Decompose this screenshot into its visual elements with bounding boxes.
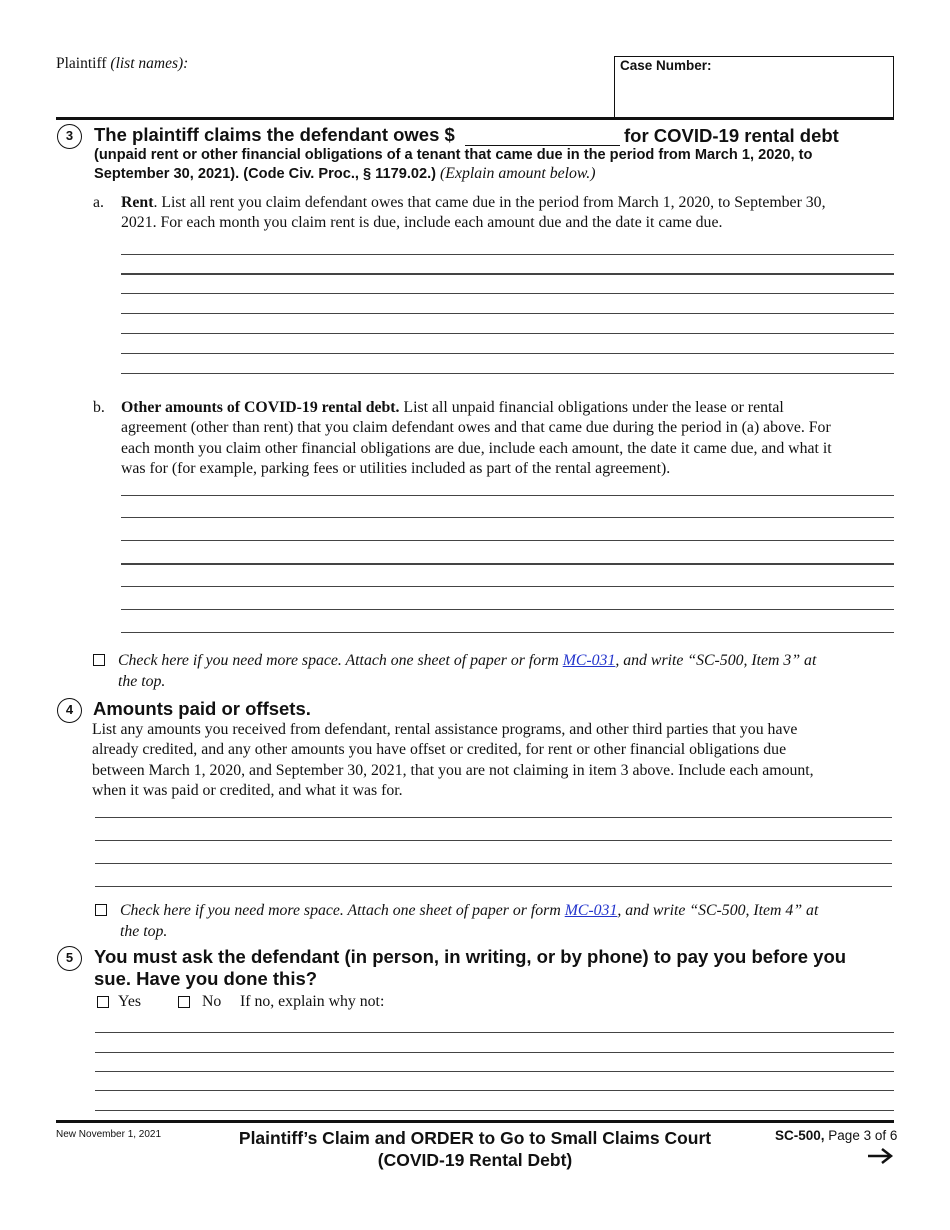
item-3-heading: The plaintiff claims the defendant owes $ <box>94 124 455 145</box>
item-4-text-2: already credited, and any other amounts you have offset or credited, for rent or other financial obligations due <box>92 741 787 758</box>
other-amounts-line[interactable] <box>121 517 894 518</box>
other-amounts-line[interactable] <box>121 609 894 610</box>
item-4-text-4: when it was paid or credited, and what it was for. <box>92 782 403 799</box>
revision-date: New November 1, 2021 <box>56 1129 162 1140</box>
rent-line[interactable] <box>121 313 894 314</box>
offsets-line[interactable] <box>95 863 892 864</box>
item-3a-marker: a. <box>93 194 104 211</box>
explain-line[interactable] <box>95 1090 894 1091</box>
other-amounts-line[interactable] <box>121 563 894 565</box>
item-3b-text-2: agreement (other than rent) that you claim defendant owes and that came due during the period in (a) above. For <box>121 419 831 436</box>
rent-line[interactable] <box>121 333 894 334</box>
header-rule <box>56 117 894 120</box>
item-4-text-1: List any amounts you received from defendant, rental assistance programs, and other third parties that you have <box>92 721 798 738</box>
item-4-more-space-text-2: the top. <box>120 923 168 940</box>
item-3-subtext-2: September 30, 2021). (Code Civ. Proc., § 1179.02.) (Explain amount below.) <box>94 165 596 182</box>
item-4-more-space-text: Check here if you need more space. Attach one sheet of paper or form MC-031, and write “SC-500, Item 4” at <box>120 902 819 919</box>
explain-line[interactable] <box>95 1071 894 1072</box>
rent-line[interactable] <box>121 293 894 294</box>
item-3-more-space-checkbox[interactable] <box>93 654 105 666</box>
other-amounts-line[interactable] <box>121 586 894 587</box>
item-3b-text-4: was for (for example, parking fees or utilities included as part of the rental agreement). <box>121 460 671 477</box>
offsets-line[interactable] <box>95 817 892 818</box>
mc-031-link[interactable]: MC-031 <box>564 902 618 919</box>
item-3a-text-1: Rent. List all rent you claim defendant owes that came due in the period from March 1, 2020, to September 30, <box>121 194 826 211</box>
other-amounts-line[interactable] <box>121 495 894 496</box>
item-3b-text-3: each month you claim other financial obligations are due, include each amount, the date it came due, and what it <box>121 440 832 457</box>
item-5-heading-2: sue. Have you done this? <box>94 968 318 989</box>
item-3-number: 3 <box>57 124 82 149</box>
offsets-line[interactable] <box>95 886 892 887</box>
offsets-line[interactable] <box>95 840 892 841</box>
item-3b-text-1: Other amounts of COVID-19 rental debt. List all unpaid financial obligations under the lease or rental <box>121 399 784 416</box>
explain-label: If no, explain why not: <box>240 993 385 1010</box>
item-5-number: 5 <box>57 946 82 971</box>
claim-amount-field[interactable] <box>465 127 620 146</box>
item-3-more-space-text-2: the top. <box>118 673 166 690</box>
other-amounts-line[interactable] <box>121 632 894 633</box>
footer-rule <box>56 1120 894 1123</box>
form-code: SC-500, Page 3 of 6 <box>775 1128 898 1143</box>
rent-line[interactable] <box>121 273 894 275</box>
case-number-box[interactable] <box>614 56 894 118</box>
rent-line[interactable] <box>121 373 894 374</box>
item-3-subtext-1: (unpaid rent or other financial obligations of a tenant that came due in the period from March 1, 2020, to <box>94 147 813 163</box>
explain-line[interactable] <box>95 1110 894 1111</box>
item-3-heading-tail: for COVID-19 rental debt <box>624 125 839 146</box>
plaintiff-label: Plaintiff (list names): <box>56 55 189 72</box>
form-title: Plaintiff’s Claim and ORDER to Go to Small Claims Court (COVID-19 Rental Debt) <box>238 1128 712 1170</box>
no-checkbox[interactable] <box>178 996 190 1008</box>
other-amounts-line[interactable] <box>121 540 894 541</box>
item-3b-marker: b. <box>93 399 105 416</box>
item-4-more-space-checkbox[interactable] <box>95 904 107 916</box>
arrow-right-icon[interactable] <box>866 1147 894 1165</box>
explain-line[interactable] <box>95 1032 894 1033</box>
item-4-text-3: between March 1, 2020, and September 30, 2021, that you are not claiming in item 3 above. Include each amount, <box>92 762 814 779</box>
item-3a-text-2: 2021. For each month you claim rent is due, include each amount due and the date it came due. <box>121 214 723 231</box>
item-5-heading-1: You must ask the defendant (in person, in writing, or by phone) to pay you before you <box>94 946 847 967</box>
no-label: No <box>202 993 222 1010</box>
rent-line[interactable] <box>121 353 894 354</box>
rent-line[interactable] <box>121 254 894 255</box>
case-number-label: Case Number: <box>620 58 712 73</box>
mc-031-link[interactable]: MC-031 <box>562 652 616 669</box>
yes-label: Yes <box>118 993 141 1010</box>
yes-checkbox[interactable] <box>97 996 109 1008</box>
explain-line[interactable] <box>95 1052 894 1053</box>
item-4-heading: Amounts paid or offsets. <box>93 698 311 719</box>
item-3-more-space-text: Check here if you need more space. Attach one sheet of paper or form MC-031, and write “SC-500, Item 3” at <box>118 652 817 669</box>
item-4-number: 4 <box>57 698 82 723</box>
